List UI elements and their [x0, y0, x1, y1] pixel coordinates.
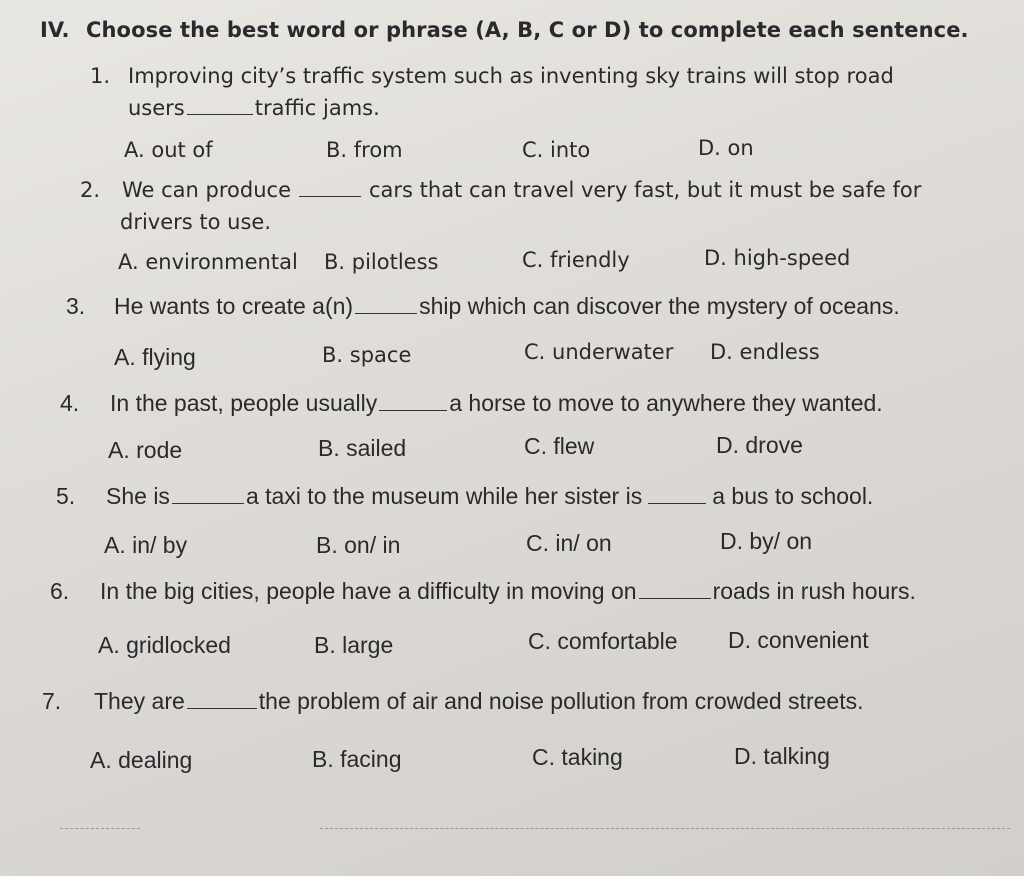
section-heading — [40, 18, 969, 42]
answer-blank — [648, 485, 706, 504]
option-a: A. gridlocked — [98, 632, 231, 658]
question-6 — [50, 578, 916, 605]
dashed-line — [60, 828, 140, 829]
question-3 — [66, 293, 900, 320]
question-text: In the past, people usually — [110, 390, 378, 416]
option-b: B. on/ in — [316, 532, 401, 558]
question-text: a taxi to the museum while her sister is — [245, 483, 643, 509]
question-1-line-2 — [128, 96, 380, 120]
question-text: traffic jams. — [254, 96, 380, 120]
question-text: In the big cities, people have a difficulty in moving on — [100, 578, 637, 604]
question-number: 4. — [60, 390, 80, 416]
question-2-line-2: drivers to use. — [120, 210, 271, 234]
option-d: D. drove — [716, 432, 803, 458]
question-number: 2. — [80, 178, 101, 202]
option-b: B. large — [314, 632, 394, 658]
option-d: D. on — [698, 136, 754, 160]
question-number: 3. — [66, 293, 86, 319]
option-c: C. into — [522, 138, 591, 162]
option-c: C. in/ on — [526, 530, 612, 556]
question-text: a horse to move to anywhere they wanted. — [449, 390, 883, 416]
option-c: C. friendly — [522, 248, 630, 272]
answer-blank — [355, 295, 417, 314]
question-text: cars that can travel very fast, but it must be safe for — [368, 178, 922, 202]
question-number: 1. — [90, 64, 111, 88]
question-text: ship which can discover the mystery of oceans. — [419, 293, 900, 319]
question-text: a bus to school. — [712, 483, 874, 509]
answer-blank — [187, 96, 253, 115]
option-c: C. flew — [524, 433, 595, 459]
option-b: B. pilotless — [324, 250, 439, 274]
question-text: He wants to create a(n) — [114, 293, 354, 319]
option-b: B. sailed — [318, 435, 407, 461]
question-number: 6. — [50, 578, 70, 604]
answer-blank — [639, 580, 711, 599]
option-d: D. by/ on — [720, 528, 813, 554]
section-instruction: Choose the best word or phrase (A, B, C or D) to complete each sentence. — [86, 18, 969, 42]
question-text: We can produce — [122, 178, 291, 202]
option-a: A. in/ by — [104, 532, 188, 558]
question-2 — [80, 178, 921, 202]
option-b: B. space — [322, 343, 412, 367]
option-d: D. talking — [734, 743, 830, 769]
option-a: A. dealing — [90, 747, 193, 773]
question-text: They are — [94, 688, 185, 714]
answer-blank — [172, 485, 244, 504]
option-b: B. from — [326, 138, 403, 162]
option-c: C. comfortable — [528, 628, 678, 654]
question-5 — [56, 483, 873, 510]
question-text: She is — [106, 483, 170, 509]
option-a: A. rode — [108, 437, 183, 463]
question-7 — [42, 688, 863, 715]
question-text: users — [128, 96, 185, 120]
option-a: A. environmental — [118, 250, 298, 274]
option-d: D. endless — [710, 340, 820, 364]
section-number: IV. — [40, 18, 70, 42]
option-c: C. underwater — [524, 340, 674, 364]
option-d: D. convenient — [728, 627, 869, 653]
dashed-line — [320, 828, 1010, 829]
answer-blank — [299, 178, 361, 197]
question-text: roads in rush hours. — [712, 578, 916, 604]
option-a: A. flying — [114, 344, 196, 370]
question-text: the problem of air and noise pollution from crowded streets. — [258, 688, 864, 714]
option-c: C. taking — [532, 744, 623, 770]
answer-blank — [187, 690, 257, 709]
option-d: D. high-speed — [704, 246, 851, 270]
question-4 — [60, 390, 883, 417]
option-b: B. facing — [312, 746, 402, 772]
option-a: A. out of — [124, 138, 213, 162]
question-number: 5. — [56, 483, 76, 509]
question-1 — [90, 64, 894, 88]
question-number: 7. — [42, 688, 62, 714]
question-text: Improving city’s traffic system such as inventing sky trains will stop road — [128, 64, 894, 88]
answer-blank — [379, 392, 447, 411]
